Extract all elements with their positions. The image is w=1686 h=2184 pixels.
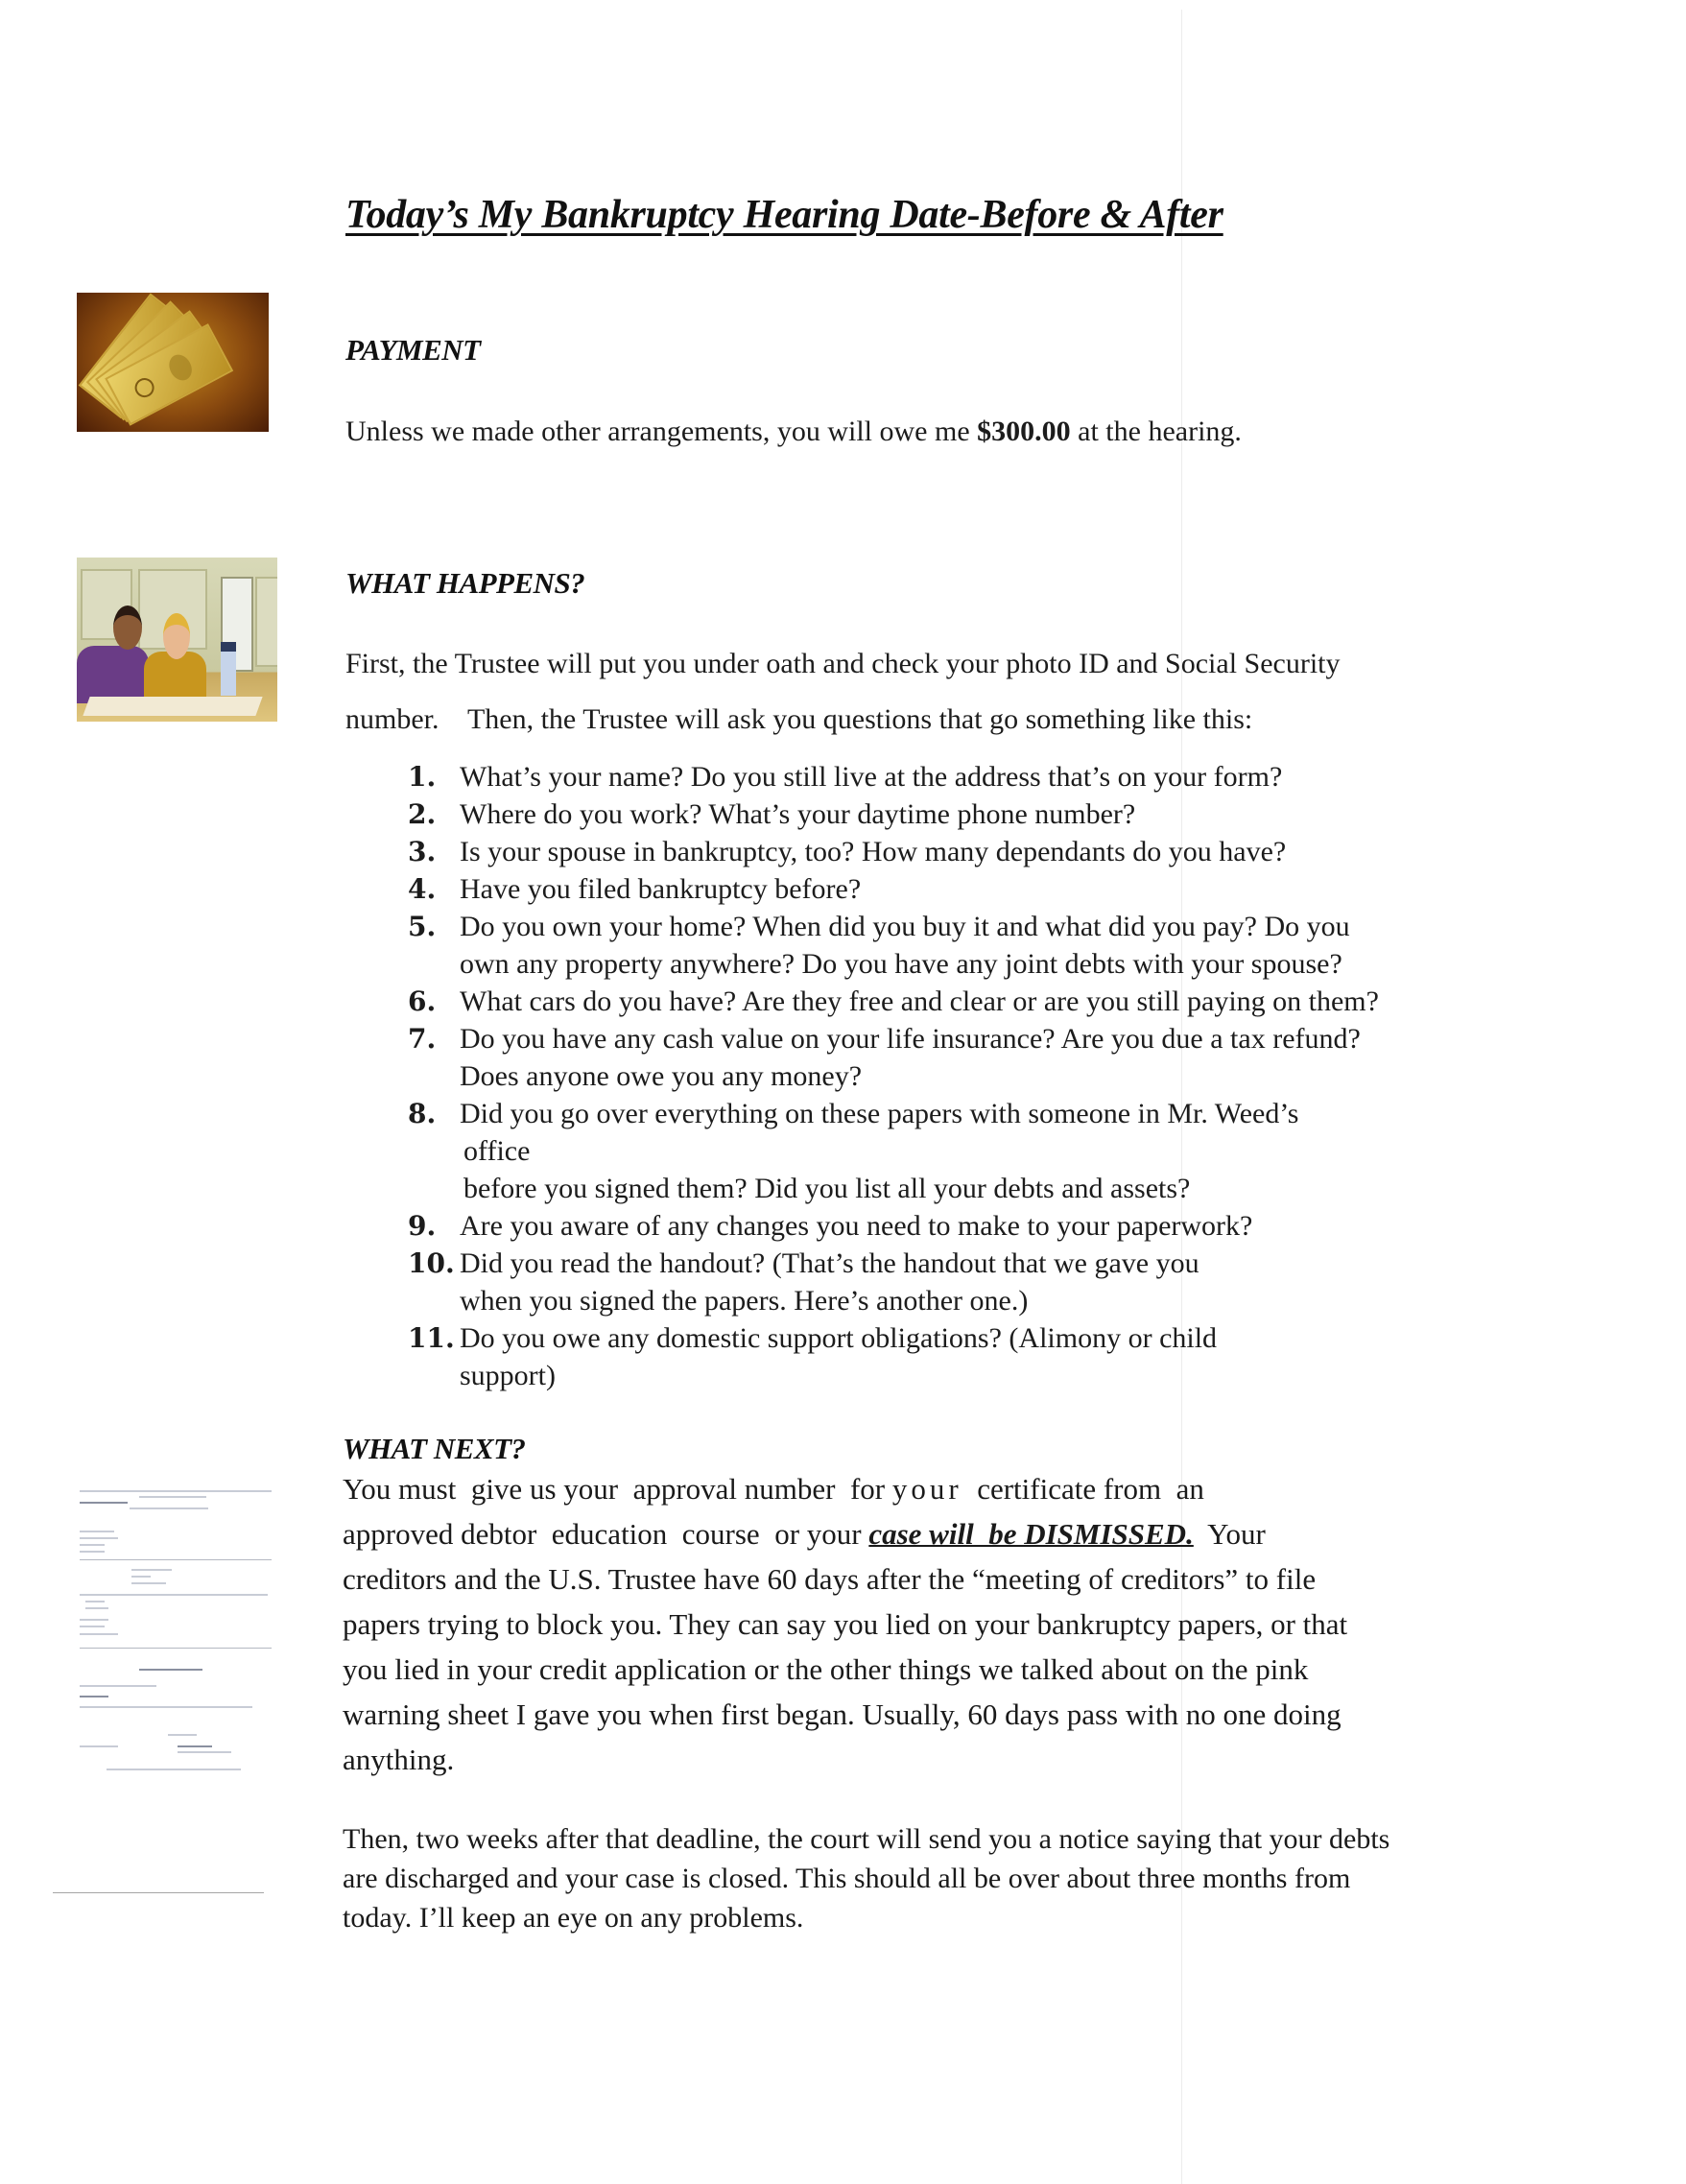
question-number: 7. <box>408 1023 437 1055</box>
question-item <box>408 870 1511 908</box>
question-line: Is your spouse in bankruptcy, too? How many dependants do you have? <box>460 836 1287 867</box>
question-text <box>460 908 1511 983</box>
certificate-document-thumbnail <box>72 1477 278 1776</box>
question-item <box>408 983 1511 1020</box>
page-title: Today’s My Bankruptcy Hearing Date-Before & After <box>345 193 1223 237</box>
question-number: 8. <box>408 1098 437 1129</box>
question-line: Does anyone owe you any money? <box>460 1060 863 1092</box>
text-span: your <box>891 1472 962 1506</box>
closing-line-2: are discharged and your case is closed. This should all be over about three months from <box>343 1863 1351 1894</box>
question-line: Have you filed bankruptcy before? <box>460 873 862 905</box>
question-text <box>460 1095 1511 1207</box>
question-line: Do you have any cash value on your life insurance? Are you due a tax refund? <box>460 1023 1361 1055</box>
what-next-line-3: creditors and the U.S. Trustee have 60 days after the “meeting of creditors” to file <box>343 1562 1317 1596</box>
what-next-line-7: anything. <box>343 1743 455 1776</box>
question-text <box>460 983 1511 1020</box>
courtroom-image <box>77 558 277 722</box>
what-next-paragraph <box>343 1466 1494 1782</box>
text-span: certificate from an <box>962 1472 1204 1506</box>
question-text <box>460 795 1511 833</box>
text-span: approved debtor education course or your <box>343 1517 869 1551</box>
divider-rule <box>53 1892 264 1893</box>
what-next-line-1 <box>343 1466 1494 1511</box>
question-text <box>460 1020 1511 1095</box>
question-item <box>408 1207 1511 1245</box>
question-text <box>460 1319 1511 1394</box>
question-text <box>460 1245 1511 1319</box>
text-span: Your <box>1193 1517 1266 1551</box>
question-number: 6. <box>408 985 437 1017</box>
question-number: 2. <box>408 798 437 830</box>
dismissed-warning: case will be DISMISSED. <box>868 1517 1194 1551</box>
question-line: Do you own your home? When did you buy it and what did you pay? Do you <box>460 911 1350 942</box>
what-next-line-6: warning sheet I gave you when first began. Usually, 60 days pass with no one doing <box>343 1697 1342 1731</box>
question-text <box>460 870 1511 908</box>
question-line: Are you aware of any changes you need to make to your paperwork? <box>460 1210 1253 1242</box>
what-next-line-2 <box>343 1511 1494 1556</box>
question-line: Did you read the handout? (That’s the handout that we gave you <box>460 1247 1199 1279</box>
question-line: Did you go over everything on these papers with someone in Mr. Weed’s <box>460 1098 1299 1129</box>
what-happens-heading: WHAT HAPPENS? <box>345 566 585 600</box>
question-list <box>408 758 1511 1394</box>
text-span: You must give us your approval number for <box>343 1472 892 1506</box>
question-item <box>408 795 1511 833</box>
what-happens-intro-line-2: number. Then, the Trustee will ask you questions that go something like this: <box>345 703 1253 735</box>
payment-text <box>345 413 1242 450</box>
question-item <box>408 1245 1511 1319</box>
question-number: 4. <box>408 873 437 905</box>
payment-amount: $300.00 <box>977 415 1071 447</box>
question-line: own any property anywhere? Do you have any joint debts with your spouse? <box>460 948 1342 980</box>
payment-heading: PAYMENT <box>345 333 481 367</box>
question-text <box>460 833 1511 870</box>
question-line: office <box>463 1135 531 1167</box>
question-text <box>460 1207 1511 1245</box>
payment-text-after: at the hearing. <box>1070 415 1242 447</box>
question-number: 5. <box>408 911 437 942</box>
question-line: Do you owe any domestic support obligations? (Alimony or child <box>460 1322 1218 1354</box>
question-item <box>408 1095 1511 1207</box>
question-item <box>408 758 1511 795</box>
question-item <box>408 1319 1511 1394</box>
question-line: when you signed the papers. Here’s another one.) <box>460 1285 1029 1317</box>
question-item <box>408 1020 1511 1095</box>
question-line: Where do you work? What’s your daytime phone number? <box>460 798 1136 830</box>
question-item <box>408 908 1511 983</box>
question-line: support) <box>460 1360 556 1391</box>
question-number: 10. <box>408 1247 455 1279</box>
closing-line-1: Then, two weeks after that deadline, the court will send you a notice saying that your debts <box>343 1823 1390 1855</box>
closing-line-3: today. I’ll keep an eye on any problems. <box>343 1902 804 1934</box>
closing-paragraph <box>343 1819 1389 1937</box>
question-number: 9. <box>408 1210 437 1242</box>
payment-text-before: Unless we made other arrangements, you will owe me <box>345 415 978 447</box>
money-image <box>77 293 269 432</box>
what-next-line-5: you lied in your credit application or the other things we talked about on the pink <box>343 1652 1309 1686</box>
question-item <box>408 833 1511 870</box>
question-number: 1. <box>408 761 437 793</box>
question-line: What cars do you have? Are they free and clear or are you still paying on them? <box>460 985 1379 1017</box>
question-text <box>460 758 1511 795</box>
what-next-line-4: papers trying to block you. They can say you lied on your bankruptcy papers, or that <box>343 1607 1348 1641</box>
question-line: What’s your name? Do you still live at the address that’s on your form? <box>460 761 1283 793</box>
what-happens-intro-line-1: First, the Trustee will put you under oath and check your photo ID and Social Security <box>345 648 1341 679</box>
question-number: 11. <box>408 1322 455 1354</box>
question-line: before you signed them? Did you list all your debts and assets? <box>463 1173 1191 1204</box>
what-next-heading: WHAT NEXT? <box>343 1432 526 1465</box>
question-number: 3. <box>408 836 437 867</box>
